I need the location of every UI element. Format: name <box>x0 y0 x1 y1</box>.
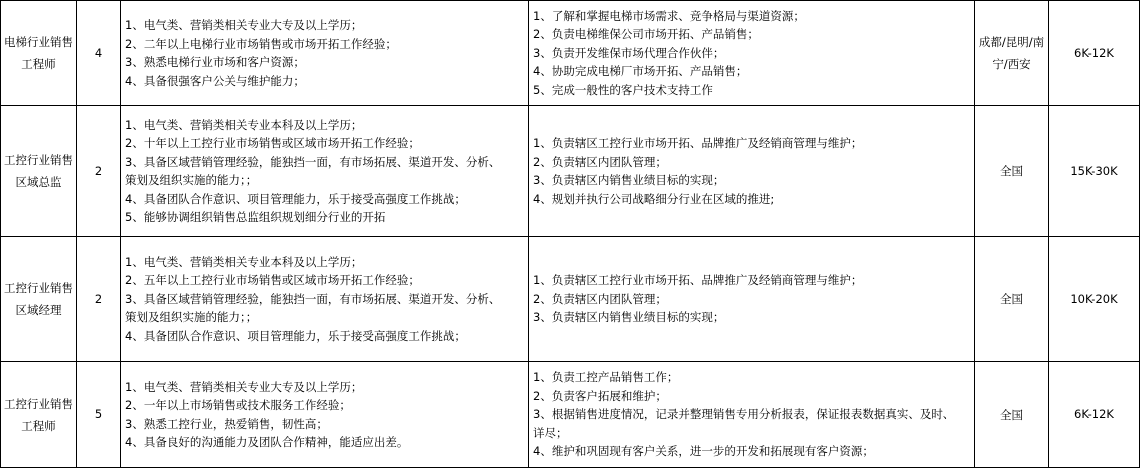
duty-line: 1、负责工控产品销售工作； <box>533 370 679 385</box>
duty-line: 1、负责辖区工控行业市场开拓、品牌推广及经销商管理与维护； <box>533 136 863 150</box>
requirement-line: 策划及组织实施的能力；； <box>125 173 258 187</box>
duty-line: 4、规划并执行公司战略细分行业在区域的推进; <box>533 191 775 206</box>
location-cell: 全国 <box>975 106 1049 237</box>
salary-cell: 6K-12K <box>1049 362 1140 468</box>
count-cell: 2 <box>77 237 121 362</box>
duty-line: 2、负责辖区内团队管理； <box>533 291 667 306</box>
table-row <box>1 1 1140 106</box>
duties-cell <box>529 106 975 237</box>
requirements-cell <box>121 362 529 468</box>
requirement-line: 3、熟悉工控行业，热爱销售，韧性高； <box>125 416 328 431</box>
count-cell: 4 <box>77 1 121 106</box>
table-row <box>1 106 1140 237</box>
requirement-line: 5、能够协调组织销售总监组织规划细分行业的开拓 <box>125 210 386 224</box>
requirements-cell <box>121 1 529 106</box>
requirement-line: 4、具备团队合作意识、项目管理能力，乐于接受高强度工作挑战； <box>125 191 466 206</box>
duty-line: 2、负责电梯维保公司市场开拓、产品销售； <box>533 27 759 42</box>
location-cell: 成都/昆明/南宁/西安 <box>975 1 1049 106</box>
requirement-line: 3、熟悉电梯行业市场和客户资源； <box>125 55 305 69</box>
count-cell: 2 <box>77 106 121 237</box>
requirements-cell <box>121 237 529 362</box>
requirement-line: 4、具备团队合作意识、项目管理能力，乐于接受高强度工作挑战； <box>125 328 466 343</box>
duties-cell <box>529 1 975 106</box>
salary-cell: 6K-12K <box>1049 1 1140 106</box>
requirement-line: 2、一年以上市场销售或技术服务工作经验； <box>125 398 351 412</box>
position-cell: 工控行业销售区域总监 <box>1 106 77 237</box>
duty-line: 4、协助完成电梯厂市场开拓、产品销售； <box>533 64 748 79</box>
salary-cell: 10K-20K <box>1049 237 1140 362</box>
location-cell: 全国 <box>975 237 1049 362</box>
requirement-line: 1、电气类、营销类相关专业大专及以上学历； <box>125 18 363 32</box>
requirement-line: 1、电气类、营销类相关专业大专及以上学历； <box>125 379 363 394</box>
duties-cell <box>529 362 975 468</box>
duties-cell <box>529 237 975 362</box>
table-row <box>1 362 1140 468</box>
requirement-line: 2、五年以上工控行业市场销售或区域市场开拓工作经验； <box>125 273 420 288</box>
duty-line: 详尽； <box>533 425 568 440</box>
duty-line: 3、负责辖区内销售业绩目标的实现； <box>533 173 725 187</box>
duty-line: 2、负责客户拓展和维护； <box>533 388 667 403</box>
duty-line: 1、了解和掌握电梯市场需求、竞争格局与渠道资源； <box>533 8 805 23</box>
salary-cell: 15K-30K <box>1049 106 1140 237</box>
count-cell: 5 <box>77 362 121 468</box>
requirement-line: 2、二年以上电梯行业市场销售或市场开拓工作经验； <box>125 36 397 51</box>
duty-line: 1、负责辖区工控行业市场开拓、品牌推广及经销商管理与维护； <box>533 273 863 288</box>
duty-line: 4、维护和巩固现有客户关系，进一步的开发和拓展现有客户资源； <box>533 444 874 459</box>
duty-line: 5、完成一般性的客户技术支持工作 <box>533 82 713 97</box>
table-row <box>1 237 1140 362</box>
requirement-line: 1、电气类、营销类相关专业本科及以上学历； <box>125 117 363 132</box>
job-table-body <box>1 1 1140 468</box>
duty-line: 2、负责辖区内团队管理； <box>533 154 667 169</box>
requirement-line: 3、具备区域营销管理经验，能独挡一面，有市场拓展、渠道开发、分析、 <box>125 154 501 169</box>
position-cell: 工控行业销售工程师 <box>1 362 77 468</box>
requirements-cell <box>121 106 529 237</box>
position-cell: 工控行业销售区域经理 <box>1 237 77 362</box>
requirement-line: 3、具备区域营销管理经验，能独挡一面，有市场拓展、渠道开发、分析、 <box>125 291 501 306</box>
requirement-line: 2、十年以上工控行业市场销售或区域市场开拓工作经验； <box>125 136 420 150</box>
requirement-line: 策划及组织实施的能力；； <box>125 310 258 325</box>
duty-line: 3、负责开发维保市场代理合作伙伴； <box>533 45 725 60</box>
duty-line: 3、根据销售进度情况，记录并整理销售专用分析报表，保证报表数据真实、及时、 <box>533 407 955 422</box>
duty-line: 3、负责辖区内销售业绩目标的实现； <box>533 310 725 325</box>
requirement-line: 1、电气类、营销类相关专业本科及以上学历； <box>125 254 363 269</box>
requirement-line: 4、具备很强客户公关与维护能力； <box>125 73 305 88</box>
requirement-line: 4、具备良好的沟通能力及团队合作精神，能适应出差。 <box>125 435 409 449</box>
location-cell: 全国 <box>975 362 1049 468</box>
position-cell: 电梯行业销售工程师 <box>1 1 77 106</box>
